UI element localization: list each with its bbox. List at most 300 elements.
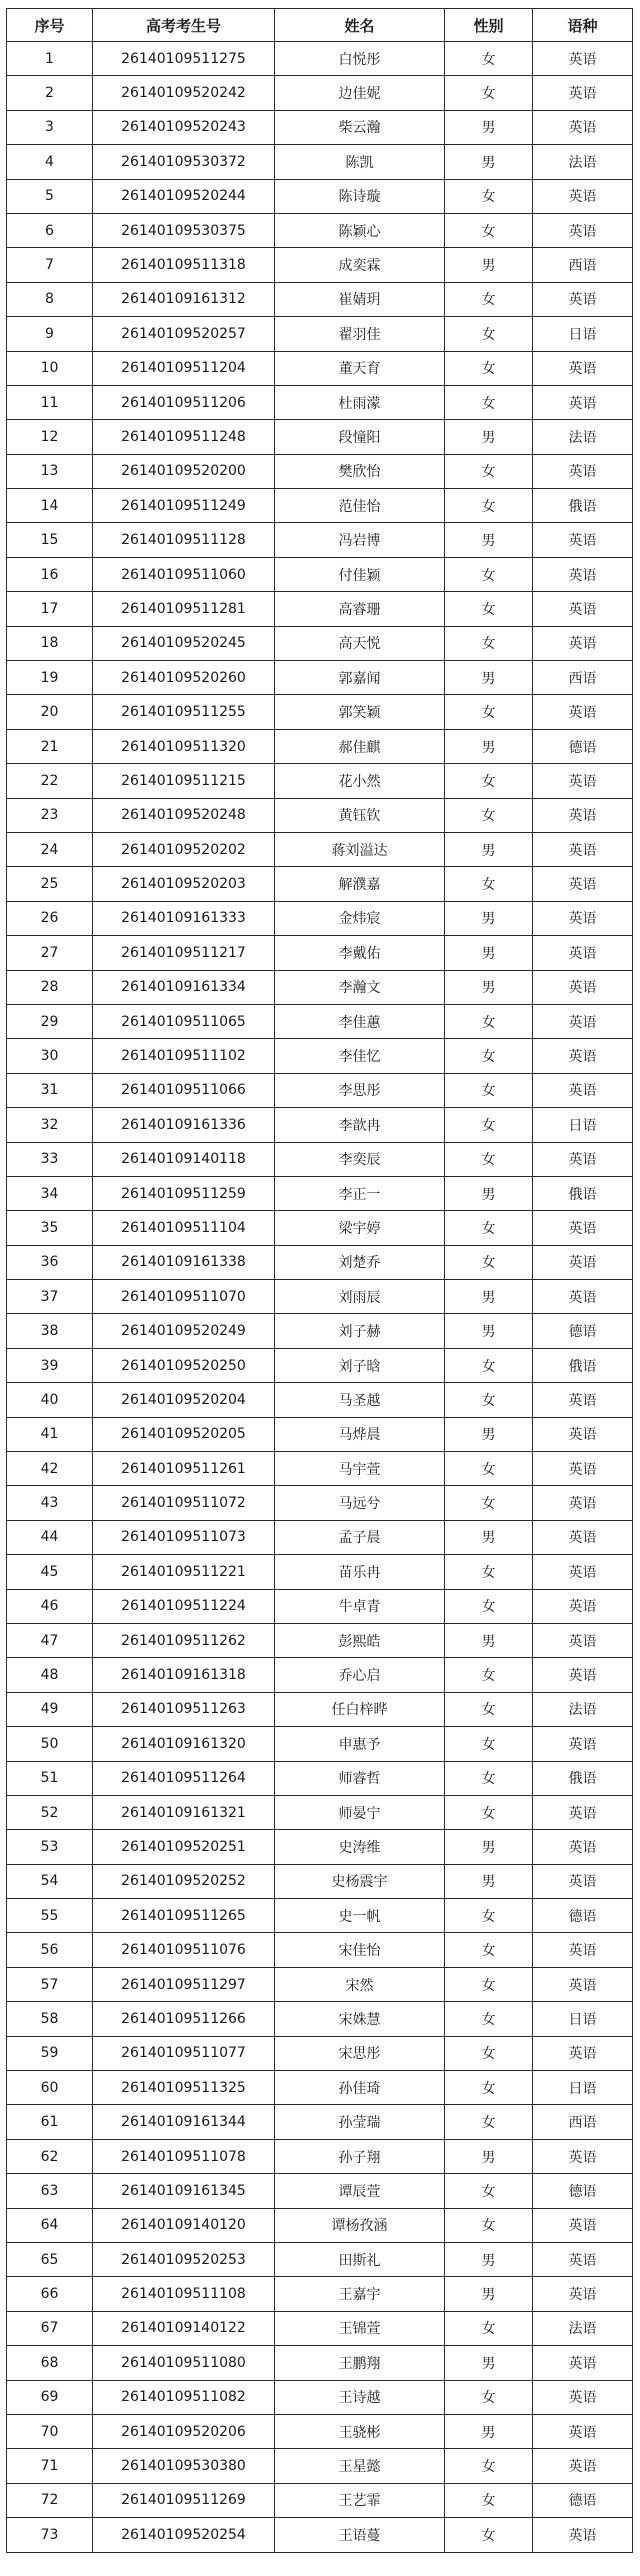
cell-exam-id: 26140109511248 bbox=[93, 420, 275, 454]
cell-exam-id: 26140109511297 bbox=[93, 1967, 275, 2001]
cell-seq: 6 bbox=[7, 213, 93, 247]
cell-language: 英语 bbox=[533, 1864, 633, 1898]
cell-name: 边佳妮 bbox=[275, 76, 445, 110]
table-row bbox=[7, 351, 633, 385]
cell-exam-id: 26140109511265 bbox=[93, 1899, 275, 1933]
cell-exam-id: 26140109511073 bbox=[93, 1520, 275, 1554]
cell-language: 英语 bbox=[533, 1623, 633, 1657]
cell-language: 英语 bbox=[533, 2208, 633, 2242]
cell-language: 俄语 bbox=[533, 489, 633, 523]
cell-gender: 女 bbox=[445, 2105, 533, 2139]
cell-language: 英语 bbox=[533, 2243, 633, 2277]
cell-seq: 28 bbox=[7, 970, 93, 1004]
cell-seq: 47 bbox=[7, 1623, 93, 1657]
table-row bbox=[7, 1623, 633, 1657]
table-row bbox=[7, 557, 633, 591]
table-row bbox=[7, 385, 633, 419]
cell-exam-id: 26140109161321 bbox=[93, 1795, 275, 1829]
cell-language: 日语 bbox=[533, 2002, 633, 2036]
cell-language: 英语 bbox=[533, 351, 633, 385]
cell-exam-id: 26140109520242 bbox=[93, 76, 275, 110]
cell-language: 英语 bbox=[533, 282, 633, 316]
table-row bbox=[7, 695, 633, 729]
table-row bbox=[7, 729, 633, 763]
cell-exam-id: 26140109511249 bbox=[93, 489, 275, 523]
header-language: 语种 bbox=[533, 9, 633, 42]
cell-name: 王艺霏 bbox=[275, 2483, 445, 2517]
cell-gender: 男 bbox=[445, 970, 533, 1004]
cell-language: 英语 bbox=[533, 901, 633, 935]
cell-exam-id: 26140109511066 bbox=[93, 1073, 275, 1107]
cell-language: 德语 bbox=[533, 2483, 633, 2517]
cell-exam-id: 26140109511128 bbox=[93, 523, 275, 557]
cell-exam-id: 26140109530380 bbox=[93, 2449, 275, 2483]
cell-exam-id: 26140109511102 bbox=[93, 1039, 275, 1073]
cell-gender: 女 bbox=[445, 1383, 533, 1417]
cell-gender: 女 bbox=[445, 317, 533, 351]
table-row bbox=[7, 1314, 633, 1348]
cell-exam-id: 26140109511275 bbox=[93, 42, 275, 76]
cell-gender: 女 bbox=[445, 1727, 533, 1761]
cell-seq: 4 bbox=[7, 145, 93, 179]
cell-seq: 42 bbox=[7, 1452, 93, 1486]
table-row bbox=[7, 2139, 633, 2173]
header-row bbox=[7, 9, 633, 42]
cell-seq: 22 bbox=[7, 764, 93, 798]
cell-gender: 女 bbox=[445, 1761, 533, 1795]
cell-seq: 72 bbox=[7, 2483, 93, 2517]
cell-seq: 27 bbox=[7, 936, 93, 970]
cell-exam-id: 26140109520260 bbox=[93, 661, 275, 695]
table-row bbox=[7, 901, 633, 935]
cell-name: 师晏宁 bbox=[275, 1795, 445, 1829]
cell-gender: 男 bbox=[445, 936, 533, 970]
table-row bbox=[7, 2243, 633, 2277]
cell-gender: 女 bbox=[445, 1967, 533, 2001]
cell-name: 花小然 bbox=[275, 764, 445, 798]
cell-exam-id: 26140109140118 bbox=[93, 1142, 275, 1176]
cell-exam-id: 26140109161344 bbox=[93, 2105, 275, 2139]
cell-seq: 60 bbox=[7, 2071, 93, 2105]
cell-name: 杜雨濛 bbox=[275, 385, 445, 419]
cell-language: 英语 bbox=[533, 1830, 633, 1864]
cell-gender: 女 bbox=[445, 1658, 533, 1692]
table-row bbox=[7, 1864, 633, 1898]
cell-exam-id: 26140109520243 bbox=[93, 110, 275, 144]
cell-language: 英语 bbox=[533, 592, 633, 626]
cell-seq: 59 bbox=[7, 2036, 93, 2070]
cell-exam-id: 26140109511076 bbox=[93, 1933, 275, 1967]
cell-exam-id: 26140109511070 bbox=[93, 1280, 275, 1314]
cell-seq: 43 bbox=[7, 1486, 93, 1520]
cell-exam-id: 26140109520200 bbox=[93, 454, 275, 488]
table-row bbox=[7, 1692, 633, 1726]
cell-name: 王锦萱 bbox=[275, 2311, 445, 2345]
table-row bbox=[7, 1142, 633, 1176]
cell-gender: 女 bbox=[445, 385, 533, 419]
cell-name: 田斯礼 bbox=[275, 2243, 445, 2277]
table-row bbox=[7, 1727, 633, 1761]
cell-name: 刘子晗 bbox=[275, 1348, 445, 1382]
cell-name: 陈凯 bbox=[275, 145, 445, 179]
cell-exam-id: 26140109520254 bbox=[93, 2518, 275, 2552]
cell-seq: 35 bbox=[7, 1211, 93, 1245]
cell-gender: 女 bbox=[445, 1073, 533, 1107]
cell-gender: 女 bbox=[445, 2518, 533, 2552]
cell-gender: 男 bbox=[445, 1623, 533, 1657]
cell-exam-id: 26140109511281 bbox=[93, 592, 275, 626]
cell-gender: 女 bbox=[445, 1039, 533, 1073]
table-row bbox=[7, 76, 633, 110]
cell-exam-id: 26140109511261 bbox=[93, 1452, 275, 1486]
cell-name: 王鹏翔 bbox=[275, 2346, 445, 2380]
table-row bbox=[7, 2380, 633, 2414]
student-list-table bbox=[6, 8, 633, 2553]
cell-seq: 67 bbox=[7, 2311, 93, 2345]
cell-seq: 39 bbox=[7, 1348, 93, 1382]
table-row bbox=[7, 2311, 633, 2345]
table-row bbox=[7, 2483, 633, 2517]
table-row bbox=[7, 1280, 633, 1314]
cell-name: 崔婧玥 bbox=[275, 282, 445, 316]
cell-seq: 12 bbox=[7, 420, 93, 454]
cell-language: 英语 bbox=[533, 2346, 633, 2380]
cell-language: 英语 bbox=[533, 626, 633, 660]
cell-seq: 50 bbox=[7, 1727, 93, 1761]
cell-exam-id: 26140109511266 bbox=[93, 2002, 275, 2036]
table-row bbox=[7, 1004, 633, 1038]
cell-language: 西语 bbox=[533, 2105, 633, 2139]
cell-seq: 23 bbox=[7, 798, 93, 832]
cell-language: 日语 bbox=[533, 317, 633, 351]
cell-seq: 62 bbox=[7, 2139, 93, 2173]
cell-exam-id: 26140109161338 bbox=[93, 1245, 275, 1279]
cell-seq: 51 bbox=[7, 1761, 93, 1795]
cell-name: 马远兮 bbox=[275, 1486, 445, 1520]
cell-exam-id: 26140109161318 bbox=[93, 1658, 275, 1692]
cell-exam-id: 26140109511262 bbox=[93, 1623, 275, 1657]
cell-gender: 女 bbox=[445, 489, 533, 523]
cell-language: 西语 bbox=[533, 661, 633, 695]
cell-gender: 男 bbox=[445, 661, 533, 695]
cell-exam-id: 26140109520249 bbox=[93, 1314, 275, 1348]
cell-seq: 48 bbox=[7, 1658, 93, 1692]
cell-language: 英语 bbox=[533, 1383, 633, 1417]
cell-gender: 女 bbox=[445, 42, 533, 76]
cell-seq: 63 bbox=[7, 2174, 93, 2208]
cell-name: 刘楚乔 bbox=[275, 1245, 445, 1279]
cell-language: 英语 bbox=[533, 1004, 633, 1038]
cell-gender: 女 bbox=[445, 1142, 533, 1176]
table-row bbox=[7, 110, 633, 144]
cell-name: 陈诗璇 bbox=[275, 179, 445, 213]
cell-exam-id: 26140109511259 bbox=[93, 1176, 275, 1210]
table-row bbox=[7, 1761, 633, 1795]
table-row bbox=[7, 1383, 633, 1417]
cell-name: 郭嘉闻 bbox=[275, 661, 445, 695]
cell-seq: 69 bbox=[7, 2380, 93, 2414]
table-row bbox=[7, 420, 633, 454]
cell-exam-id: 26140109511215 bbox=[93, 764, 275, 798]
cell-exam-id: 26140109520248 bbox=[93, 798, 275, 832]
table-row bbox=[7, 1933, 633, 1967]
cell-gender: 男 bbox=[445, 248, 533, 282]
table-row bbox=[7, 832, 633, 866]
cell-gender: 女 bbox=[445, 1348, 533, 1382]
table-row bbox=[7, 764, 633, 798]
cell-seq: 13 bbox=[7, 454, 93, 488]
cell-gender: 男 bbox=[445, 420, 533, 454]
cell-gender: 男 bbox=[445, 145, 533, 179]
cell-name: 谭杨孜涵 bbox=[275, 2208, 445, 2242]
cell-exam-id: 26140109511077 bbox=[93, 2036, 275, 2070]
cell-language: 英语 bbox=[533, 385, 633, 419]
cell-name: 解濮嘉 bbox=[275, 867, 445, 901]
cell-name: 梁宇婷 bbox=[275, 1211, 445, 1245]
cell-exam-id: 26140109511080 bbox=[93, 2346, 275, 2380]
cell-name: 宋然 bbox=[275, 1967, 445, 2001]
cell-seq: 52 bbox=[7, 1795, 93, 1829]
cell-language: 法语 bbox=[533, 1692, 633, 1726]
cell-seq: 1 bbox=[7, 42, 93, 76]
cell-language: 英语 bbox=[533, 1555, 633, 1589]
cell-exam-id: 26140109511318 bbox=[93, 248, 275, 282]
table-row bbox=[7, 798, 633, 832]
cell-seq: 46 bbox=[7, 1589, 93, 1623]
cell-gender: 女 bbox=[445, 2036, 533, 2070]
table-row bbox=[7, 489, 633, 523]
table-row bbox=[7, 1555, 633, 1589]
table-row bbox=[7, 145, 633, 179]
table-row bbox=[7, 1486, 633, 1520]
cell-name: 李歆冉 bbox=[275, 1108, 445, 1142]
table-row bbox=[7, 2174, 633, 2208]
cell-exam-id: 26140109511108 bbox=[93, 2277, 275, 2311]
cell-name: 王嘉宇 bbox=[275, 2277, 445, 2311]
cell-name: 王语蔓 bbox=[275, 2518, 445, 2552]
cell-name: 蒋刘溢达 bbox=[275, 832, 445, 866]
cell-name: 付佳颖 bbox=[275, 557, 445, 591]
table-row bbox=[7, 1967, 633, 2001]
cell-name: 柴云瀚 bbox=[275, 110, 445, 144]
cell-language: 英语 bbox=[533, 970, 633, 1004]
cell-language: 英语 bbox=[533, 76, 633, 110]
cell-name: 马圣越 bbox=[275, 1383, 445, 1417]
cell-gender: 女 bbox=[445, 798, 533, 832]
cell-exam-id: 26140109511320 bbox=[93, 729, 275, 763]
cell-name: 樊欣怡 bbox=[275, 454, 445, 488]
table-row bbox=[7, 1589, 633, 1623]
table-row bbox=[7, 936, 633, 970]
cell-exam-id: 26140109511204 bbox=[93, 351, 275, 385]
cell-name: 申惠予 bbox=[275, 1727, 445, 1761]
cell-language: 英语 bbox=[533, 523, 633, 557]
cell-gender: 男 bbox=[445, 1417, 533, 1451]
table-row bbox=[7, 1658, 633, 1692]
cell-language: 英语 bbox=[533, 1727, 633, 1761]
cell-exam-id: 26140109511065 bbox=[93, 1004, 275, 1038]
cell-gender: 女 bbox=[445, 764, 533, 798]
cell-gender: 男 bbox=[445, 523, 533, 557]
cell-name: 宋佳怡 bbox=[275, 1933, 445, 1967]
cell-exam-id: 26140109511263 bbox=[93, 1692, 275, 1726]
cell-gender: 男 bbox=[445, 2414, 533, 2448]
cell-gender: 女 bbox=[445, 557, 533, 591]
cell-gender: 女 bbox=[445, 592, 533, 626]
cell-gender: 女 bbox=[445, 2311, 533, 2345]
cell-gender: 女 bbox=[445, 2208, 533, 2242]
cell-exam-id: 26140109511269 bbox=[93, 2483, 275, 2517]
cell-language: 英语 bbox=[533, 2380, 633, 2414]
table-header bbox=[7, 9, 633, 42]
student-table-container bbox=[6, 8, 632, 2553]
cell-gender: 女 bbox=[445, 2002, 533, 2036]
cell-name: 李奕辰 bbox=[275, 1142, 445, 1176]
cell-name: 师睿哲 bbox=[275, 1761, 445, 1795]
cell-language: 德语 bbox=[533, 1314, 633, 1348]
table-row bbox=[7, 282, 633, 316]
cell-seq: 37 bbox=[7, 1280, 93, 1314]
cell-exam-id: 26140109530372 bbox=[93, 145, 275, 179]
cell-exam-id: 26140109161336 bbox=[93, 1108, 275, 1142]
cell-seq: 5 bbox=[7, 179, 93, 213]
cell-language: 英语 bbox=[533, 695, 633, 729]
cell-seq: 61 bbox=[7, 2105, 93, 2139]
cell-name: 乔心启 bbox=[275, 1658, 445, 1692]
cell-seq: 58 bbox=[7, 2002, 93, 2036]
cell-language: 英语 bbox=[533, 1280, 633, 1314]
cell-exam-id: 26140109161312 bbox=[93, 282, 275, 316]
table-row bbox=[7, 1245, 633, 1279]
table-row bbox=[7, 2208, 633, 2242]
cell-gender: 女 bbox=[445, 1899, 533, 1933]
cell-exam-id: 26140109520257 bbox=[93, 317, 275, 351]
cell-name: 史涛维 bbox=[275, 1830, 445, 1864]
table-row bbox=[7, 2414, 633, 2448]
cell-language: 英语 bbox=[533, 1486, 633, 1520]
table-row bbox=[7, 1452, 633, 1486]
cell-name: 郝佳麒 bbox=[275, 729, 445, 763]
cell-exam-id: 26140109161333 bbox=[93, 901, 275, 935]
cell-exam-id: 26140109520202 bbox=[93, 832, 275, 866]
cell-exam-id: 26140109520251 bbox=[93, 1830, 275, 1864]
cell-seq: 16 bbox=[7, 557, 93, 591]
cell-language: 英语 bbox=[533, 1142, 633, 1176]
cell-name: 刘子赫 bbox=[275, 1314, 445, 1348]
cell-language: 英语 bbox=[533, 2449, 633, 2483]
cell-seq: 21 bbox=[7, 729, 93, 763]
cell-exam-id: 26140109520206 bbox=[93, 2414, 275, 2448]
table-row bbox=[7, 317, 633, 351]
table-body bbox=[7, 42, 633, 2553]
cell-exam-id: 26140109511325 bbox=[93, 2071, 275, 2105]
cell-language: 英语 bbox=[533, 1933, 633, 1967]
cell-name: 冯岩博 bbox=[275, 523, 445, 557]
cell-name: 黄钰钦 bbox=[275, 798, 445, 832]
cell-gender: 女 bbox=[445, 1692, 533, 1726]
cell-gender: 男 bbox=[445, 2277, 533, 2311]
table-row bbox=[7, 1211, 633, 1245]
cell-gender: 女 bbox=[445, 1589, 533, 1623]
cell-gender: 女 bbox=[445, 1452, 533, 1486]
cell-name: 李佳蕙 bbox=[275, 1004, 445, 1038]
cell-language: 英语 bbox=[533, 1589, 633, 1623]
table-row bbox=[7, 867, 633, 901]
cell-seq: 38 bbox=[7, 1314, 93, 1348]
cell-language: 德语 bbox=[533, 729, 633, 763]
cell-gender: 女 bbox=[445, 695, 533, 729]
cell-gender: 女 bbox=[445, 351, 533, 385]
cell-name: 王诗越 bbox=[275, 2380, 445, 2414]
cell-seq: 19 bbox=[7, 661, 93, 695]
cell-language: 英语 bbox=[533, 2036, 633, 2070]
cell-language: 法语 bbox=[533, 420, 633, 454]
cell-name: 史杨震宇 bbox=[275, 1864, 445, 1898]
cell-seq: 53 bbox=[7, 1830, 93, 1864]
table-row bbox=[7, 2277, 633, 2311]
cell-exam-id: 26140109161345 bbox=[93, 2174, 275, 2208]
header-gender: 性别 bbox=[445, 9, 533, 42]
cell-exam-id: 26140109520250 bbox=[93, 1348, 275, 1382]
table-row bbox=[7, 523, 633, 557]
cell-language: 西语 bbox=[533, 248, 633, 282]
cell-exam-id: 26140109511217 bbox=[93, 936, 275, 970]
cell-gender: 女 bbox=[445, 2380, 533, 2414]
cell-name: 高睿珊 bbox=[275, 592, 445, 626]
cell-gender: 女 bbox=[445, 213, 533, 247]
cell-exam-id: 26140109511072 bbox=[93, 1486, 275, 1520]
cell-language: 德语 bbox=[533, 1899, 633, 1933]
cell-name: 李瀚文 bbox=[275, 970, 445, 1004]
cell-seq: 41 bbox=[7, 1417, 93, 1451]
cell-name: 成奕霖 bbox=[275, 248, 445, 282]
cell-exam-id: 26140109511224 bbox=[93, 1589, 275, 1623]
cell-seq: 29 bbox=[7, 1004, 93, 1038]
cell-gender: 女 bbox=[445, 179, 533, 213]
cell-language: 英语 bbox=[533, 2139, 633, 2173]
cell-gender: 女 bbox=[445, 282, 533, 316]
cell-exam-id: 26140109511206 bbox=[93, 385, 275, 419]
cell-gender: 男 bbox=[445, 1176, 533, 1210]
cell-seq: 36 bbox=[7, 1245, 93, 1279]
cell-exam-id: 26140109530375 bbox=[93, 213, 275, 247]
cell-name: 史一帆 bbox=[275, 1899, 445, 1933]
cell-language: 英语 bbox=[533, 1245, 633, 1279]
table-row bbox=[7, 1795, 633, 1829]
cell-gender: 男 bbox=[445, 1520, 533, 1554]
header-name: 姓名 bbox=[275, 9, 445, 42]
cell-seq: 64 bbox=[7, 2208, 93, 2242]
cell-name: 王骁彬 bbox=[275, 2414, 445, 2448]
cell-exam-id: 26140109140120 bbox=[93, 2208, 275, 2242]
cell-exam-id: 26140109520205 bbox=[93, 1417, 275, 1451]
cell-exam-id: 26140109511255 bbox=[93, 695, 275, 729]
table-row bbox=[7, 1899, 633, 1933]
cell-seq: 73 bbox=[7, 2518, 93, 2552]
cell-name: 谭辰萱 bbox=[275, 2174, 445, 2208]
cell-seq: 68 bbox=[7, 2346, 93, 2380]
cell-name: 李佳忆 bbox=[275, 1039, 445, 1073]
cell-seq: 32 bbox=[7, 1108, 93, 1142]
table-row bbox=[7, 42, 633, 76]
cell-gender: 男 bbox=[445, 901, 533, 935]
cell-exam-id: 26140109520244 bbox=[93, 179, 275, 213]
cell-language: 俄语 bbox=[533, 1348, 633, 1382]
cell-language: 英语 bbox=[533, 867, 633, 901]
cell-seq: 8 bbox=[7, 282, 93, 316]
table-row bbox=[7, 970, 633, 1004]
table-row bbox=[7, 2071, 633, 2105]
